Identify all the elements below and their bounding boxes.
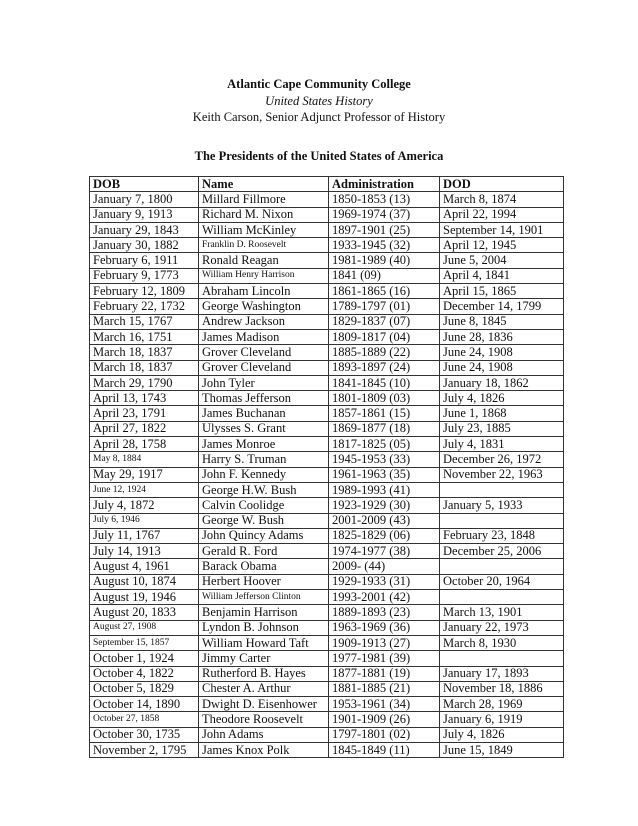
instructor-line: Keith Carson, Senior Adjunct Professor of History bbox=[192, 110, 446, 124]
cell-administration: 1861-1865 (16) bbox=[329, 284, 440, 299]
cell-name: George Washington bbox=[199, 299, 329, 314]
cell-dob: February 22, 1732 bbox=[90, 299, 199, 314]
course-name: United States History bbox=[265, 93, 373, 108]
table-row bbox=[90, 697, 564, 712]
cell-dod: January 18, 1862 bbox=[440, 375, 564, 390]
cell-name: Ulysses S. Grant bbox=[199, 421, 329, 436]
cell-dob: July 6, 1946 bbox=[90, 513, 199, 528]
cell-name: Franklin D. Roosevelt bbox=[199, 238, 329, 253]
cell-dob: October 4, 1822 bbox=[90, 666, 199, 681]
cell-dod: April 15, 1865 bbox=[440, 284, 564, 299]
cell-dod: June 8, 1845 bbox=[440, 314, 564, 329]
cell-administration: 1909-1913 (27) bbox=[329, 635, 440, 650]
table-row bbox=[90, 284, 564, 299]
cell-dob: March 18, 1837 bbox=[90, 345, 199, 360]
cell-administration: 1929-1933 (31) bbox=[329, 574, 440, 589]
cell-dod: December 25, 2006 bbox=[440, 544, 564, 559]
table-row bbox=[90, 482, 564, 497]
cell-dod: July 4, 1826 bbox=[440, 727, 564, 742]
cell-name: John Adams bbox=[199, 727, 329, 742]
cell-dob: July 14, 1913 bbox=[90, 544, 199, 559]
cell-administration: 1877-1881 (19) bbox=[329, 666, 440, 681]
cell-name: Harry S. Truman bbox=[199, 452, 329, 467]
table-row bbox=[90, 559, 564, 574]
table-row bbox=[90, 421, 564, 436]
cell-name: Gerald R. Ford bbox=[199, 544, 329, 559]
cell-name: James Monroe bbox=[199, 437, 329, 452]
cell-administration: 1829-1837 (07) bbox=[329, 314, 440, 329]
cell-dob: March 16, 1751 bbox=[90, 329, 199, 344]
cell-name: William Henry Harrison bbox=[199, 268, 329, 283]
cell-dob: January 29, 1843 bbox=[90, 222, 199, 237]
table-row bbox=[90, 268, 564, 283]
cell-dod: March 8, 1930 bbox=[440, 635, 564, 650]
cell-name: James Buchanan bbox=[199, 406, 329, 421]
cell-administration: 1893-1897 (24) bbox=[329, 360, 440, 375]
cell-dod: July 4, 1826 bbox=[440, 391, 564, 406]
cell-dob: August 10, 1874 bbox=[90, 574, 199, 589]
cell-dod bbox=[440, 651, 564, 666]
cell-name: Andrew Jackson bbox=[199, 314, 329, 329]
cell-administration: 1869-1877 (18) bbox=[329, 421, 440, 436]
table-row bbox=[90, 238, 564, 253]
institution-name: Atlantic Cape Community College bbox=[227, 77, 411, 91]
cell-dod: December 14, 1799 bbox=[440, 299, 564, 314]
cell-dob: November 2, 1795 bbox=[90, 742, 199, 757]
cell-name: Abraham Lincoln bbox=[199, 284, 329, 299]
table-row bbox=[90, 528, 564, 543]
cell-dod bbox=[440, 482, 564, 497]
cell-administration: 2001-2009 (43) bbox=[329, 513, 440, 528]
cell-dob: October 27, 1858 bbox=[90, 712, 199, 727]
cell-name: George W. Bush bbox=[199, 513, 329, 528]
column-header-name: Name bbox=[199, 177, 329, 192]
column-header-administration: Administration bbox=[329, 177, 440, 192]
cell-dod: June 24, 1908 bbox=[440, 345, 564, 360]
cell-name: Dwight D. Eisenhower bbox=[199, 697, 329, 712]
document-header bbox=[0, 76, 638, 126]
cell-administration: 1961-1963 (35) bbox=[329, 467, 440, 482]
cell-dob: May 29, 1917 bbox=[90, 467, 199, 482]
table-row bbox=[90, 513, 564, 528]
cell-dob: April 13, 1743 bbox=[90, 391, 199, 406]
cell-name: Richard M. Nixon bbox=[199, 207, 329, 222]
cell-dod: September 14, 1901 bbox=[440, 222, 564, 237]
column-header-dob: DOB bbox=[90, 177, 199, 192]
cell-dod: April 12, 1945 bbox=[440, 238, 564, 253]
cell-dod: July 4, 1831 bbox=[440, 437, 564, 452]
cell-dod bbox=[440, 559, 564, 574]
cell-dob: March 29, 1790 bbox=[90, 375, 199, 390]
cell-administration: 1801-1809 (03) bbox=[329, 391, 440, 406]
cell-dod: January 6, 1919 bbox=[440, 712, 564, 727]
table-row bbox=[90, 727, 564, 742]
cell-name: Calvin Coolidge bbox=[199, 498, 329, 513]
cell-dod: March 8, 1874 bbox=[440, 192, 564, 207]
cell-name: William Howard Taft bbox=[199, 635, 329, 650]
cell-dob: August 27, 1908 bbox=[90, 620, 199, 635]
cell-dob: July 11, 1767 bbox=[90, 528, 199, 543]
cell-dob: March 15, 1767 bbox=[90, 314, 199, 329]
cell-dod: January 22, 1973 bbox=[440, 620, 564, 635]
table-row bbox=[90, 222, 564, 237]
cell-name: John Tyler bbox=[199, 375, 329, 390]
table-body bbox=[90, 192, 564, 758]
cell-administration: 1969-1974 (37) bbox=[329, 207, 440, 222]
cell-dob: February 12, 1809 bbox=[90, 284, 199, 299]
cell-dob: February 9, 1773 bbox=[90, 268, 199, 283]
cell-name: Theodore Roosevelt bbox=[199, 712, 329, 727]
cell-dod: March 28, 1969 bbox=[440, 697, 564, 712]
cell-dod bbox=[440, 590, 564, 605]
cell-name: Lyndon B. Johnson bbox=[199, 620, 329, 635]
cell-dod: November 22, 1963 bbox=[440, 467, 564, 482]
cell-dob: August 20, 1833 bbox=[90, 605, 199, 620]
cell-administration: 1953-1961 (34) bbox=[329, 697, 440, 712]
cell-name: Chester A. Arthur bbox=[199, 681, 329, 696]
cell-administration: 1881-1885 (21) bbox=[329, 681, 440, 696]
cell-name: Grover Cleveland bbox=[199, 345, 329, 360]
cell-administration: 1809-1817 (04) bbox=[329, 329, 440, 344]
cell-administration: 1989-1993 (41) bbox=[329, 482, 440, 497]
table-row bbox=[90, 605, 564, 620]
cell-dod: June 1, 1868 bbox=[440, 406, 564, 421]
cell-name: James Madison bbox=[199, 329, 329, 344]
cell-dob: February 6, 1911 bbox=[90, 253, 199, 268]
table-row bbox=[90, 207, 564, 222]
cell-name: William McKinley bbox=[199, 222, 329, 237]
cell-dob: March 18, 1837 bbox=[90, 360, 199, 375]
cell-dod bbox=[440, 513, 564, 528]
table-row bbox=[90, 437, 564, 452]
table-row bbox=[90, 712, 564, 727]
table-row bbox=[90, 666, 564, 681]
table-row bbox=[90, 360, 564, 375]
table-row bbox=[90, 620, 564, 635]
cell-dob: October 14, 1890 bbox=[90, 697, 199, 712]
cell-dob: January 30, 1882 bbox=[90, 238, 199, 253]
cell-administration: 1901-1909 (26) bbox=[329, 712, 440, 727]
cell-dod: April 4, 1841 bbox=[440, 268, 564, 283]
cell-administration: 1981-1989 (40) bbox=[329, 253, 440, 268]
cell-name: Grover Cleveland bbox=[199, 360, 329, 375]
cell-administration: 1897-1901 (25) bbox=[329, 222, 440, 237]
cell-dod: June 5, 2004 bbox=[440, 253, 564, 268]
cell-dob: April 27, 1822 bbox=[90, 421, 199, 436]
cell-dod: January 5, 1933 bbox=[440, 498, 564, 513]
cell-administration: 1845-1849 (11) bbox=[329, 742, 440, 757]
table-title: The Presidents of the United States of America bbox=[194, 149, 444, 163]
cell-dob: January 9, 1913 bbox=[90, 207, 199, 222]
cell-dod: December 26, 1972 bbox=[440, 452, 564, 467]
cell-name: Ronald Reagan bbox=[199, 253, 329, 268]
cell-dob: October 5, 1829 bbox=[90, 681, 199, 696]
cell-administration: 1889-1893 (23) bbox=[329, 605, 440, 620]
cell-dod: October 20, 1964 bbox=[440, 574, 564, 589]
cell-administration: 1933-1945 (32) bbox=[329, 238, 440, 253]
cell-name: Thomas Jefferson bbox=[199, 391, 329, 406]
column-header-dod: DOD bbox=[440, 177, 564, 192]
cell-dob: October 1, 1924 bbox=[90, 651, 199, 666]
cell-dob: July 4, 1872 bbox=[90, 498, 199, 513]
table-row bbox=[90, 651, 564, 666]
cell-dob: April 23, 1791 bbox=[90, 406, 199, 421]
cell-dob: October 30, 1735 bbox=[90, 727, 199, 742]
cell-dob: June 12, 1924 bbox=[90, 482, 199, 497]
table-row bbox=[90, 375, 564, 390]
table-row bbox=[90, 452, 564, 467]
cell-administration: 1857-1861 (15) bbox=[329, 406, 440, 421]
cell-administration: 2009- (44) bbox=[329, 559, 440, 574]
cell-administration: 1850-1853 (13) bbox=[329, 192, 440, 207]
cell-dod: July 23, 1885 bbox=[440, 421, 564, 436]
table-row bbox=[90, 314, 564, 329]
cell-administration: 1974-1977 (38) bbox=[329, 544, 440, 559]
cell-administration: 1977-1981 (39) bbox=[329, 651, 440, 666]
cell-dod: March 13, 1901 bbox=[440, 605, 564, 620]
cell-name: John Quincy Adams bbox=[199, 528, 329, 543]
table-row bbox=[90, 742, 564, 757]
cell-administration: 1885-1889 (22) bbox=[329, 345, 440, 360]
cell-dob: August 19, 1946 bbox=[90, 590, 199, 605]
cell-administration: 1963-1969 (36) bbox=[329, 620, 440, 635]
table-row bbox=[90, 498, 564, 513]
cell-dod: November 18, 1886 bbox=[440, 681, 564, 696]
cell-dob: April 28, 1758 bbox=[90, 437, 199, 452]
table-row bbox=[90, 406, 564, 421]
cell-dod: June 24, 1908 bbox=[440, 360, 564, 375]
cell-name: Rutherford B. Hayes bbox=[199, 666, 329, 681]
cell-administration: 1789-1797 (01) bbox=[329, 299, 440, 314]
cell-administration: 1923-1929 (30) bbox=[329, 498, 440, 513]
table-row bbox=[90, 192, 564, 207]
cell-dod: January 17, 1893 bbox=[440, 666, 564, 681]
table-row bbox=[90, 590, 564, 605]
cell-dod: June 28, 1836 bbox=[440, 329, 564, 344]
table-row bbox=[90, 467, 564, 482]
cell-dob: January 7, 1800 bbox=[90, 192, 199, 207]
cell-dod: February 23, 1848 bbox=[440, 528, 564, 543]
table-header-row bbox=[90, 177, 564, 192]
cell-administration: 1841-1845 (10) bbox=[329, 375, 440, 390]
cell-name: James Knox Polk bbox=[199, 742, 329, 757]
cell-name: George H.W. Bush bbox=[199, 482, 329, 497]
cell-dod: April 22, 1994 bbox=[440, 207, 564, 222]
cell-administration: 1993-2001 (42) bbox=[329, 590, 440, 605]
table-row bbox=[90, 253, 564, 268]
cell-administration: 1945-1953 (33) bbox=[329, 452, 440, 467]
table-row bbox=[90, 391, 564, 406]
cell-name: William Jefferson Clinton bbox=[199, 590, 329, 605]
cell-administration: 1797-1801 (02) bbox=[329, 727, 440, 742]
cell-name: Herbert Hoover bbox=[199, 574, 329, 589]
table-row bbox=[90, 544, 564, 559]
cell-dob: September 15, 1857 bbox=[90, 635, 199, 650]
table-row bbox=[90, 345, 564, 360]
table-row bbox=[90, 299, 564, 314]
cell-administration: 1841 (09) bbox=[329, 268, 440, 283]
table-row bbox=[90, 329, 564, 344]
cell-name: Barack Obama bbox=[199, 559, 329, 574]
presidents-table bbox=[89, 176, 564, 758]
cell-name: Millard Fillmore bbox=[199, 192, 329, 207]
cell-name: Benjamin Harrison bbox=[199, 605, 329, 620]
cell-dob: August 4, 1961 bbox=[90, 559, 199, 574]
cell-name: John F. Kennedy bbox=[199, 467, 329, 482]
table-row bbox=[90, 635, 564, 650]
cell-administration: 1825-1829 (06) bbox=[329, 528, 440, 543]
cell-administration: 1817-1825 (05) bbox=[329, 437, 440, 452]
cell-dod: June 15, 1849 bbox=[440, 742, 564, 757]
table-row bbox=[90, 574, 564, 589]
cell-name: Jimmy Carter bbox=[199, 651, 329, 666]
cell-dob: May 8, 1884 bbox=[90, 452, 199, 467]
table-row bbox=[90, 681, 564, 696]
